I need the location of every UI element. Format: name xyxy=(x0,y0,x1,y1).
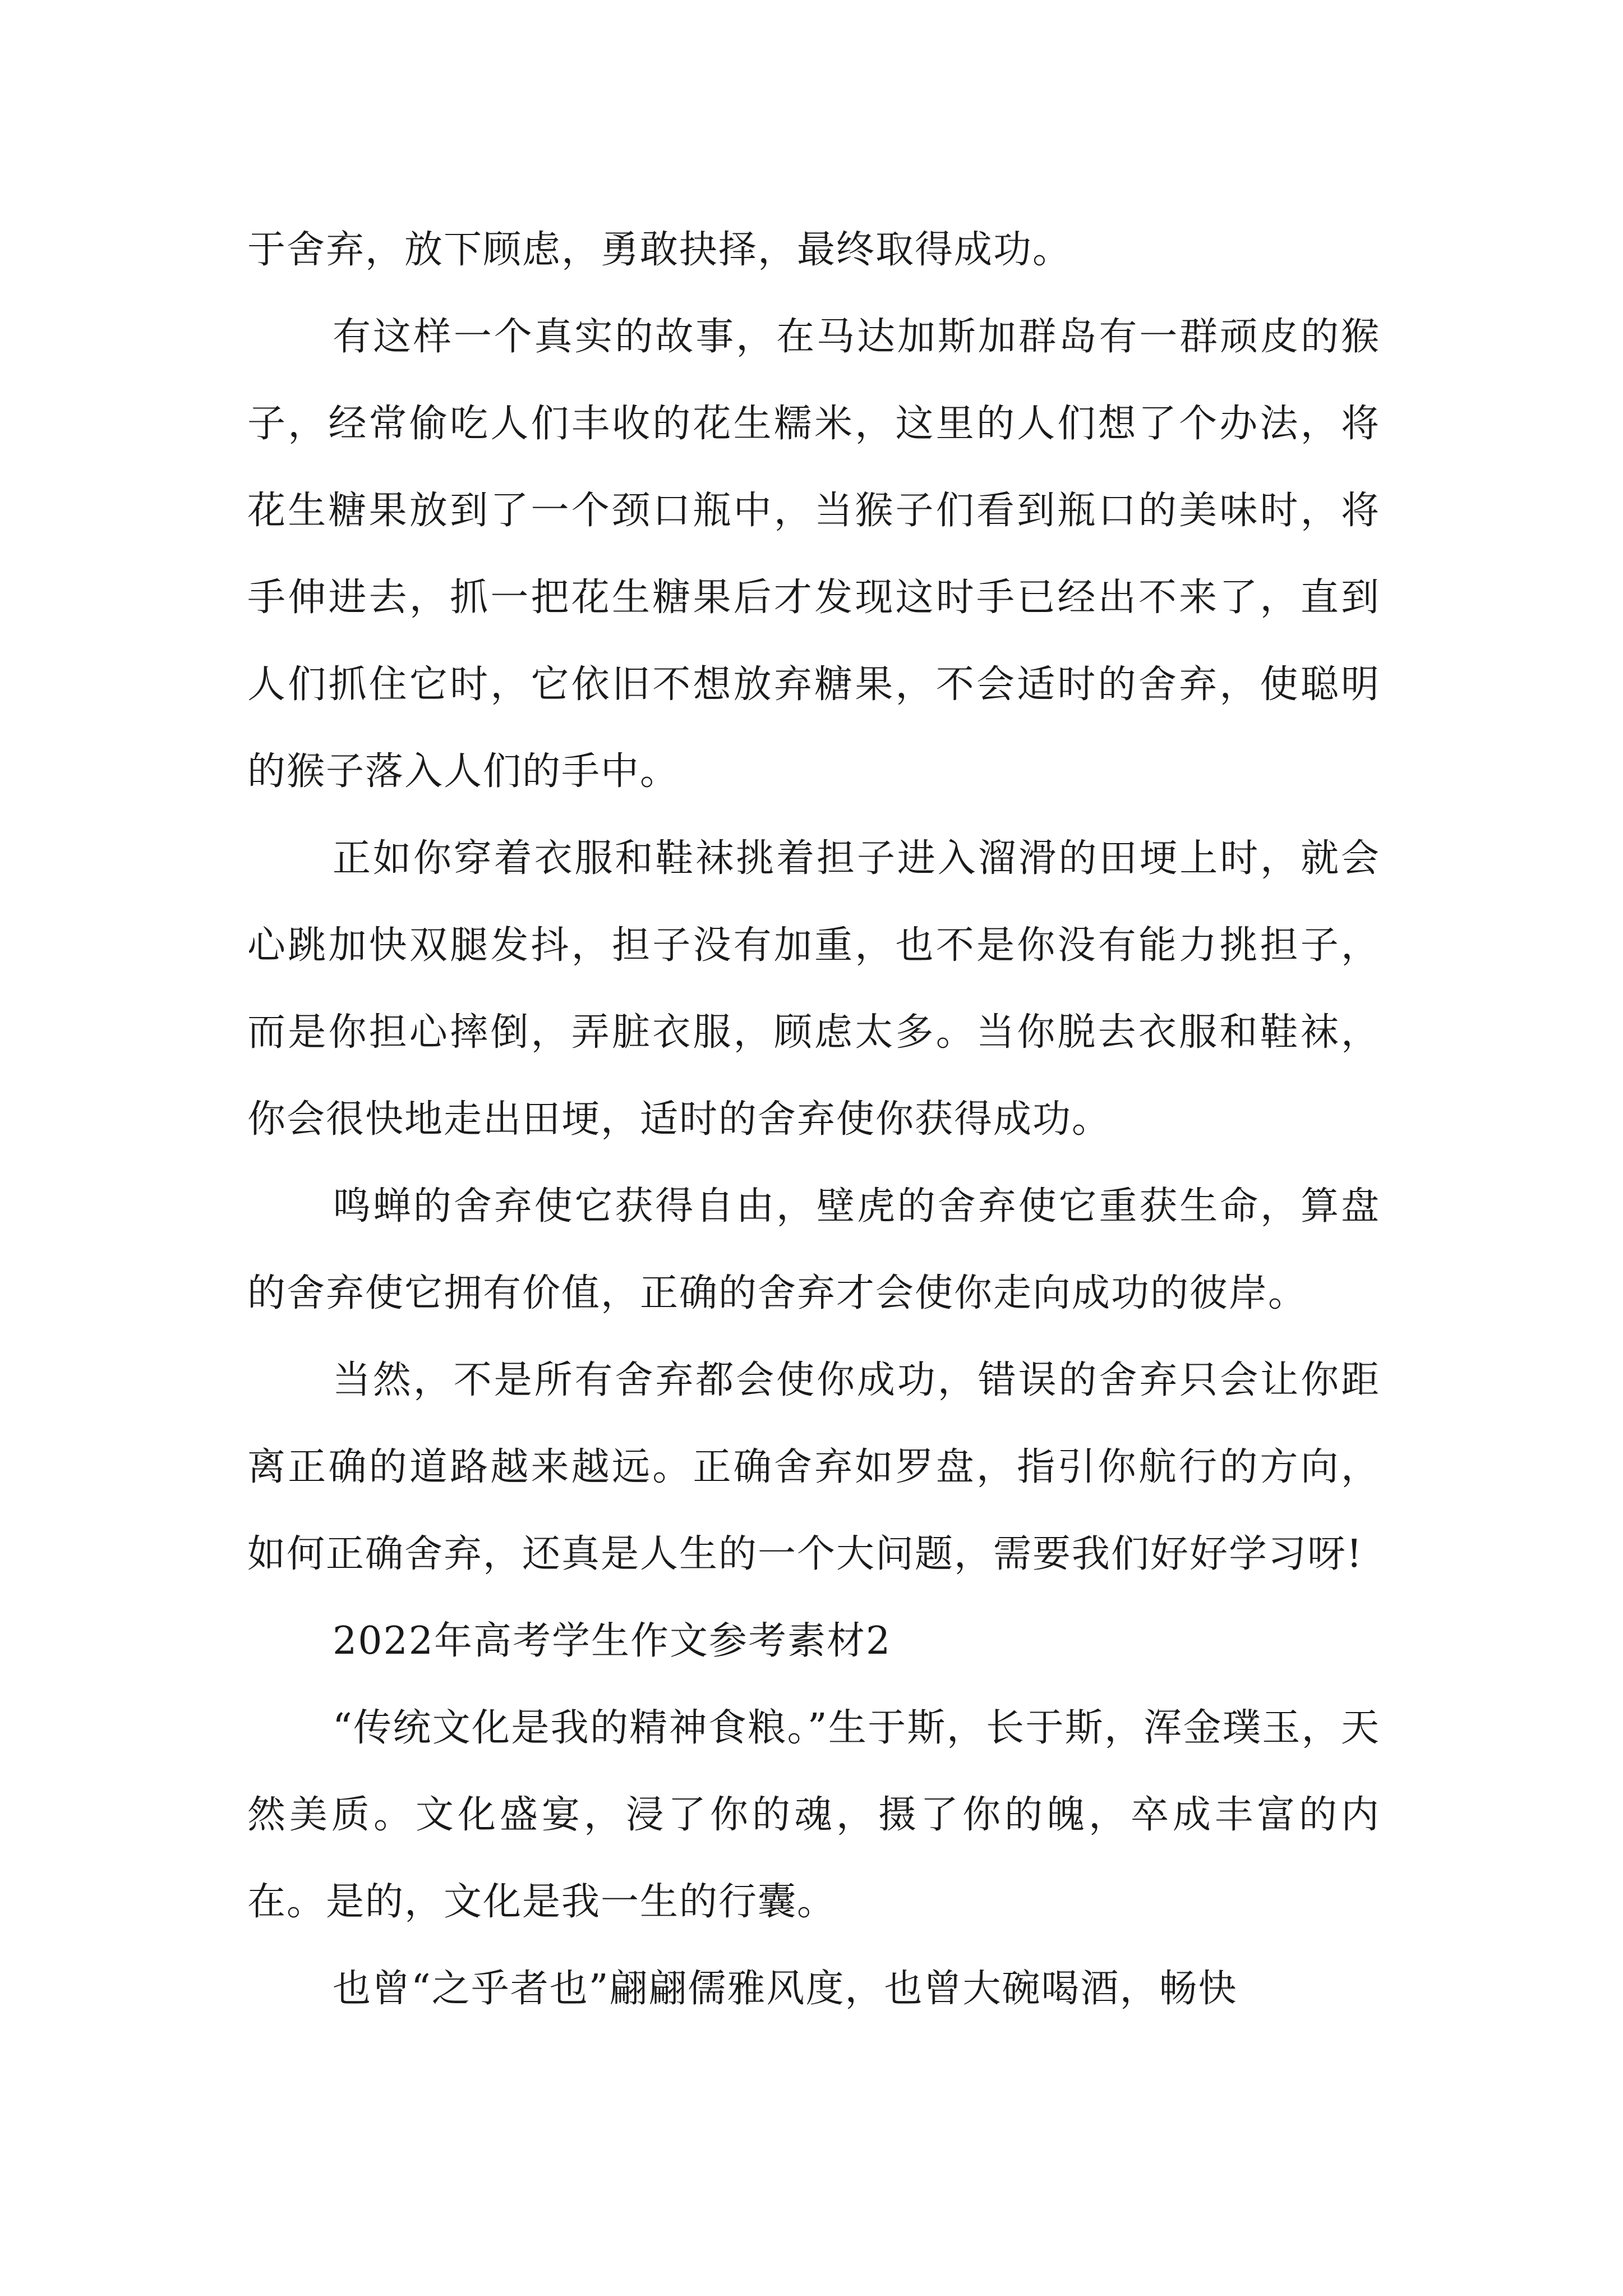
paragraph-continuation: 于舍弃，放下顾虑，勇敢抉择，最终取得成功。 xyxy=(247,228,1072,272)
paragraph-confucian-style: 也曾“之乎者也”翩翩儒雅风度，也曾大碗喝酒，畅快 xyxy=(333,1967,1238,2011)
section-heading: 2022年高考学生作文参考素材2 xyxy=(333,1619,892,1663)
paragraph-cicada-gecko-abacus: 鸣蝉的舍弃使它获得自由，壁虎的舍弃使它重获生命，算盘的舍弃使它拥有价值，正确的舍弃才会使你走向成功的彼岸。 xyxy=(247,1184,1380,1315)
document-body xyxy=(247,206,1380,2032)
paragraph-monkey-story: 有这样一个真实的故事，在马达加斯加群岛有一群顽皮的猴子，经常偷吃人们丰收的花生糯米，这里的人们想了个办法，将花生糖果放到了一个颈口瓶中，当猴子们看到瓶口的美味时，将手伸进去，抓一把花生糖果后才发现这时手已经出不来了，直到人们抓住它时，它依旧不想放弃糖果，不会适时的舍弃，使聪明的猴子落入人们的手中。 xyxy=(247,315,1380,794)
paragraph-correct-abandonment: 当然，不是所有舍弃都会使你成功，错误的舍弃只会让你距离正确的道路越来越远。正确舍弃如罗盘，指引你航行的方向，如何正确舍弃，还真是人生的一个大问题，需要我们好好学习呀! xyxy=(247,1358,1380,1576)
paragraph-traditional-culture: “传统文化是我的精神食粮。”生于斯，长于斯，浑金璞玉，天然美质。文化盛宴，浸了你的魂，摄了你的魄，卒成丰富的内在。是的，文化是我一生的行囊。 xyxy=(247,1706,1380,1924)
paragraph-field-path: 正如你穿着衣服和鞋袜挑着担子进入溜滑的田埂上时，就会心跳加快双腿发抖，担子没有加重，也不是你没有能力挑担子，而是你担心摔倒，弄脏衣服，顾虑太多。当你脱去衣服和鞋袜，你会很快地走出田埂，适时的舍弃使你获得成功。 xyxy=(247,836,1380,1142)
